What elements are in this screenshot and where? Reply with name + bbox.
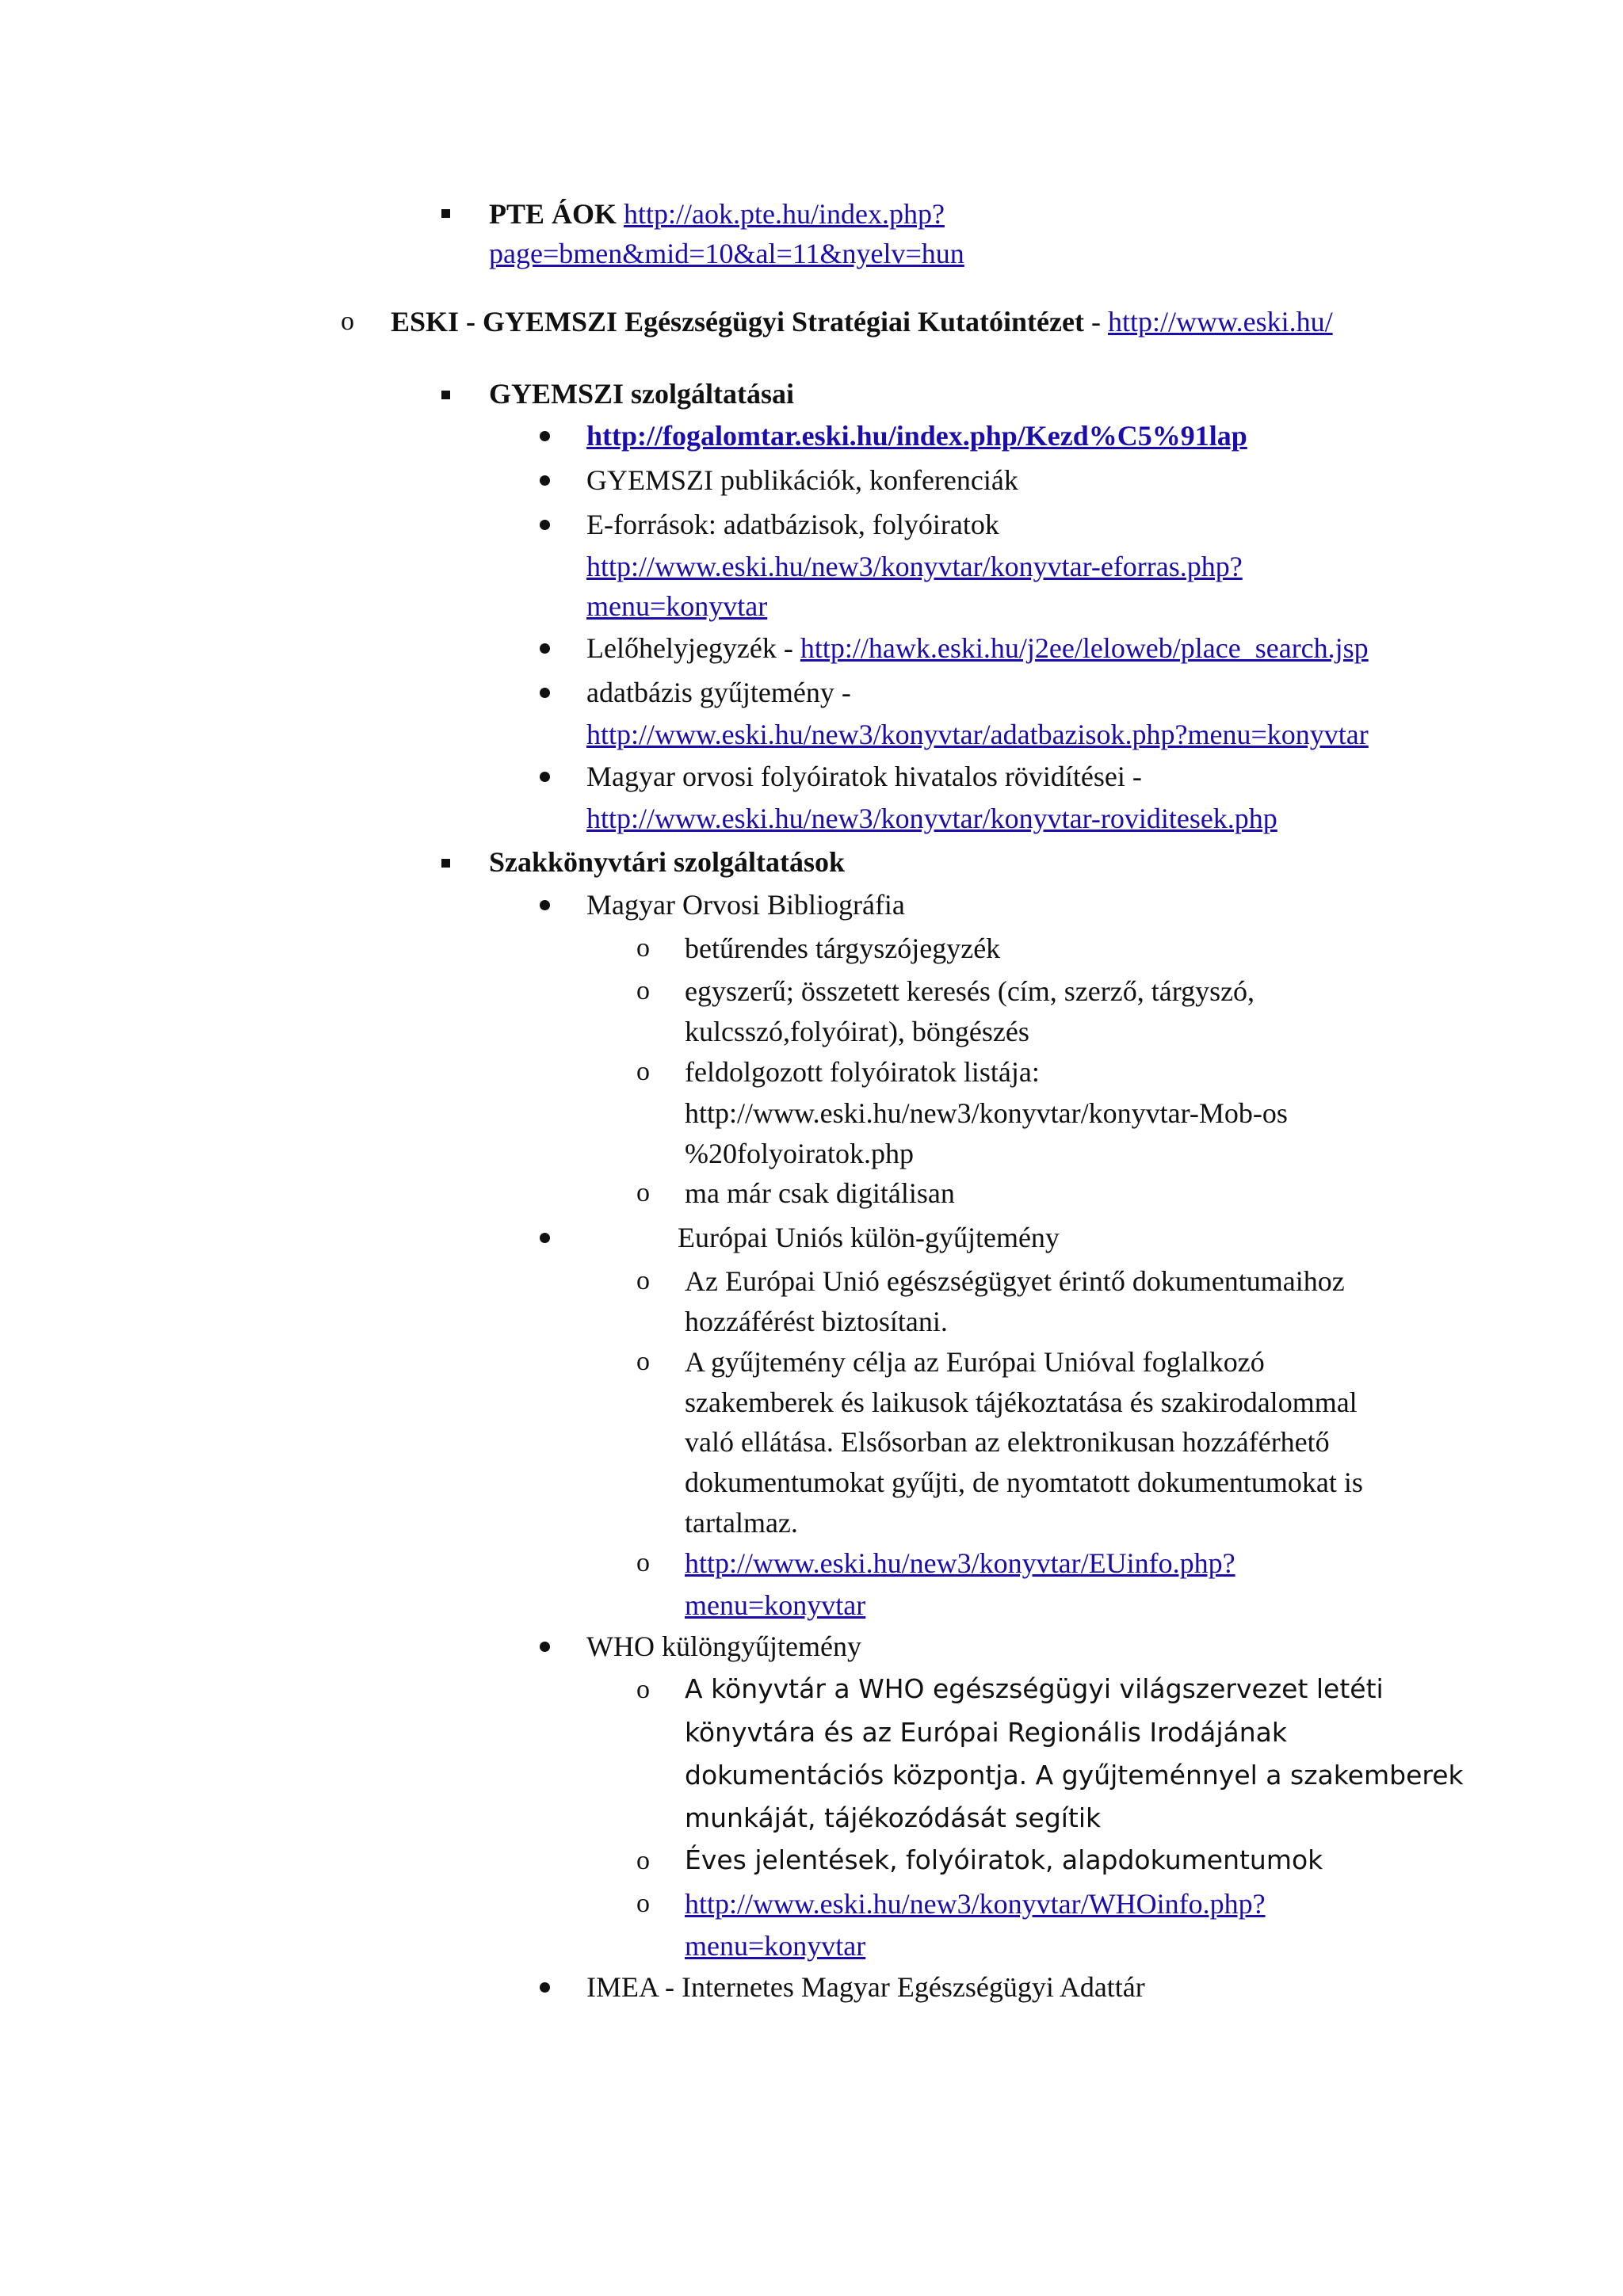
disc-bullet-icon	[540, 1233, 550, 1243]
eu-link-line	[685, 1546, 1235, 1581]
eu-item-1: Az Európai Unió egészségügyet érintő dokumentumaihoz	[685, 1265, 1345, 1297]
gyemszi-title: GYEMSZI szolgáltatásai	[489, 378, 795, 410]
eu-item-1-cont: hozzáférést biztosítani.	[685, 1306, 948, 1337]
roviditesek-line-2	[586, 801, 1277, 836]
who-link-line-2	[685, 1928, 865, 1963]
pte-title: PTE ÁOK	[489, 198, 617, 230]
circle-bullet-icon: o	[636, 1548, 650, 1577]
eforrasok-link[interactable]: http://www.eski.hu/new3/konyvtar/konyvtar-eforras.php?	[586, 551, 1243, 582]
disc-bullet-icon	[540, 520, 550, 530]
fogalomtar-link[interactable]: http://fogalomtar.eski.hu/index.php/Kezd%C5%91lap	[586, 420, 1247, 452]
eu-link[interactable]: http://www.eski.hu/new3/konyvtar/EUinfo.php?	[685, 1547, 1235, 1579]
circle-bullet-icon: o	[636, 1675, 650, 1704]
circle-bullet-icon: o	[636, 1846, 650, 1875]
circle-bullet-icon: o	[636, 976, 650, 1005]
mob-item-1: betűrendes tárgyszójegyzék	[685, 933, 1001, 964]
mob-item-4: ma már csak digitálisan	[685, 1177, 955, 1209]
pte-line-1	[489, 196, 945, 231]
eu-item-2-l4: dokumentumokat gyűjti, de nyomtatott dokumentumokat is	[685, 1466, 1363, 1498]
who-item-1-l4: munkáját, tájékozódását segítik	[685, 1802, 1102, 1833]
eforrasok-label: E-források: adatbázisok, folyóiratok	[586, 509, 999, 540]
who-item-1-l3: dokumentációs központja. A gyűjteménnyel a szakemberek	[685, 1760, 1464, 1791]
eu-link-line-2	[685, 1588, 865, 1623]
eski-title: ESKI - GYEMSZI Egészségügyi Stratégiai Kutatóintézet	[391, 306, 1084, 338]
adatbazis-label: adatbázis gyűjtemény -	[586, 677, 851, 708]
imea-text: IMEA - Internetes Magyar Egészségügyi Adattár	[586, 1971, 1145, 2003]
who-title: WHO különgyűjtemény	[586, 1630, 861, 1662]
eski-sep: -	[1083, 306, 1108, 338]
mob-item-2: egyszerű; összetett keresés (cím, szerző, tárgyszó,	[685, 975, 1255, 1007]
disc-bullet-icon	[540, 688, 550, 698]
who-link-cont[interactable]: menu=konyvtar	[685, 1930, 866, 1962]
mob-item-3-url: http://www.eski.hu/new3/konyvtar/konyvtar-Mob-os	[685, 1097, 1288, 1129]
circle-bullet-icon: o	[636, 933, 650, 963]
pte-link-cont[interactable]: page=bmen&mid=10&al=11&nyelv=hun	[489, 238, 964, 269]
eforrasok-line-2	[586, 549, 1243, 584]
circle-bullet-icon: o	[636, 1266, 650, 1295]
mob-item-3-url-cont: %20folyoiratok.php	[685, 1138, 914, 1169]
circle-bullet-icon: o	[636, 1178, 650, 1207]
who-item-1: A könyvtár a WHO egészségügyi világszervezet letéti	[685, 1673, 1384, 1704]
who-link-line	[685, 1886, 1266, 1921]
mob-item-3: feldolgozott folyóiratok listája:	[685, 1056, 1040, 1088]
eforrasok-line-3	[586, 589, 767, 624]
pte-link[interactable]: http://aok.pte.hu/index.php?	[624, 198, 945, 230]
who-item-2: Éves jelentések, folyóiratok, alapdokumentumok	[685, 1844, 1323, 1875]
mob-title: Magyar Orvosi Bibliográfia	[586, 889, 905, 921]
lelohely-line	[586, 631, 1369, 666]
eforrasok-link-cont[interactable]: menu=konyvtar	[586, 590, 768, 622]
eu-item-2: A gyűjtemény célja az Európai Unióval foglalkozó	[685, 1346, 1265, 1378]
eu-link-cont[interactable]: menu=konyvtar	[685, 1589, 866, 1621]
disc-bullet-icon	[540, 772, 550, 782]
square-bullet-icon	[441, 391, 450, 399]
adatbazis-link[interactable]: http://www.eski.hu/new3/konyvtar/adatbazisok.php?menu=konyvtar	[586, 719, 1369, 750]
fogalomtar-line	[586, 418, 1247, 453]
roviditesek-link[interactable]: http://www.eski.hu/new3/konyvtar/konyvtar-roviditesek.php	[586, 803, 1277, 834]
disc-bullet-icon	[540, 1642, 550, 1652]
eu-item-2-l3: való ellátása. Elsősorban az elektronikusan hozzáférhető	[685, 1426, 1330, 1458]
circle-bullet-icon: o	[341, 307, 354, 336]
adatbazis-line-2	[586, 717, 1369, 752]
lelohely-link[interactable]: http://hawk.eski.hu/j2ee/leloweb/place_search.jsp	[800, 632, 1369, 664]
pte-line-2	[489, 236, 964, 271]
disc-bullet-icon	[540, 900, 550, 910]
square-bullet-icon	[441, 209, 450, 218]
disc-bullet-icon	[540, 643, 550, 654]
eu-title: Európai Uniós külön-gyűjtemény	[678, 1222, 1060, 1253]
circle-bullet-icon: o	[636, 1347, 650, 1376]
circle-bullet-icon: o	[636, 1057, 650, 1086]
disc-bullet-icon	[540, 475, 550, 486]
who-link[interactable]: http://www.eski.hu/new3/konyvtar/WHOinfo.php?	[685, 1888, 1266, 1920]
szak-title: Szakkönyvtári szolgáltatások	[489, 846, 846, 878]
disc-bullet-icon	[540, 1982, 550, 1993]
disc-bullet-icon	[540, 431, 550, 441]
eski-line	[391, 304, 1333, 339]
eu-item-2-l5: tartalmaz.	[685, 1507, 798, 1539]
mob-item-2-cont: kulcsszó,folyóirat), böngészés	[685, 1016, 1029, 1047]
roviditesek-label: Magyar orvosi folyóiratok hivatalos rövidítései -	[586, 761, 1142, 792]
eski-link[interactable]: http://www.eski.hu/	[1107, 306, 1333, 338]
eu-item-2-l2: szakemberek és laikusok tájékoztatása és szakirodalommal	[685, 1386, 1358, 1418]
square-bullet-icon	[441, 859, 450, 868]
publikaciok-text: GYEMSZI publikációk, konferenciák	[586, 464, 1018, 496]
circle-bullet-icon: o	[636, 1889, 650, 1918]
lelohely-label: Lelőhelyjegyzék -	[586, 632, 800, 664]
who-item-1-l2: könyvtára és az Európai Regionális Irodájának	[685, 1717, 1287, 1748]
